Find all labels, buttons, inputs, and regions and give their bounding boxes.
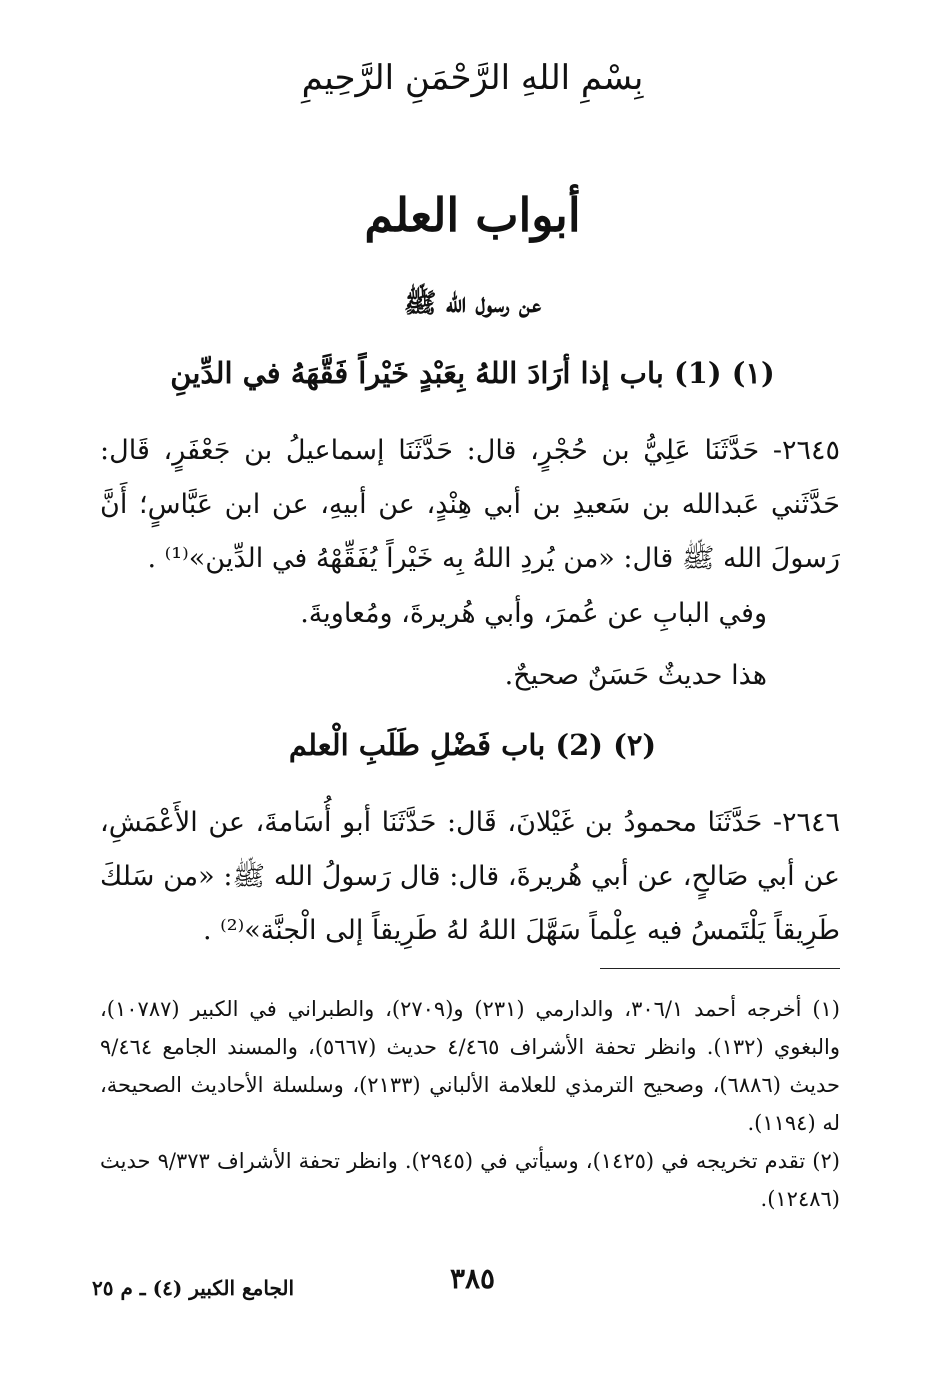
hadith-text: ٢٦٤٥- حَدَّثَنَا عَلِيُّ بن حُجْرٍ، قال: حَدَّثَنَا إسماعيلُ بن جَعْفَرٍ، قَال: حَدَّثَني عَبدالله بن سَعيدِ بن أبي هِنْدٍ، عن أبيهِ، عن ابن عَبَّاسٍ؛ أَنَّ رَسولَ الله ﷺ قال: «من يُردِ اللهُ بِه خَيْراً يُفَقِّهْهُ في الدِّين»⁽¹⁾ . (100, 435, 840, 574)
hadith-note: وفي البابِ عن عُمرَ، وأبي هُريرةَ، ومُعاويةَ. (300, 598, 767, 629)
section-heading: (٢) (2) باب فَضْلِ طَلَبِ الْعلم (288, 728, 657, 762)
basmala-header: بِسْمِ اللهِ الرَّحْمَنِ الرَّحِيمِ (301, 58, 644, 98)
chapter-subtitle: عن رسول الله ﷺ (403, 288, 542, 319)
footnotes (100, 990, 840, 1218)
section-heading: (١) (1) باب إذا أرَادَ اللهُ بِعَبْدٍ خَيْراً فَقَّهَهُ في الدِّينِ (170, 356, 775, 390)
footnote: (٢) تقدم تخريجه في (١٤٢٥)، وسيأتي في (٢٩٤٥). وانظر تحفة الأشراف ٩/٣٧٣ حديث (١٢٤٨٦). (100, 1149, 840, 1211)
footnote-divider (600, 968, 840, 969)
printer-signature: الجامع الكبير (٤) ـ م ٢٥ (92, 1276, 295, 1300)
hadith-text: ٢٦٤٦- حَدَّثَنَا محمودُ بن غَيْلانَ، قَال: حَدَّثَنَا أبو أُسَامةَ، عن الأَعْمَشِ، عن أبي صَالحٍ، عن أبي هُريرةَ، قال: قال رَسولُ الله ﷺ: «من سَلكَ طَرِيقاً يَلْتَمسُ فيه عِلْماً سَهَّلَ اللهُ لهُ طَرِيقاً إلى الْجنَّة»⁽²⁾ . (100, 807, 840, 946)
page-number: ٣٨٥ (449, 1262, 496, 1295)
hadith-grading: هذا حديثٌ حَسَنٌ صحيحٌ. (504, 660, 767, 691)
footnote: (١) أخرجه أحمد ٣٠٦/١، والدارمي (٢٣١) و(٢٧٠٩)، والطبراني في الكبير (١٠٧٨٧)، والبغوي (١٣٢). وانظر تحفة الأشراف ٤/٤٦٥ حديث (٥٦٦٧)، والمسند الجامع ٩/٤٦٤ حديث (٦٨٨٦)، وصحيح الترمذي للعلامة الألباني (٢١٣٣)، وسلسلة الأحاديث الصحيحة، له (١١٩٤). (100, 997, 840, 1135)
chapter-title: أبواب العلم (364, 188, 581, 242)
